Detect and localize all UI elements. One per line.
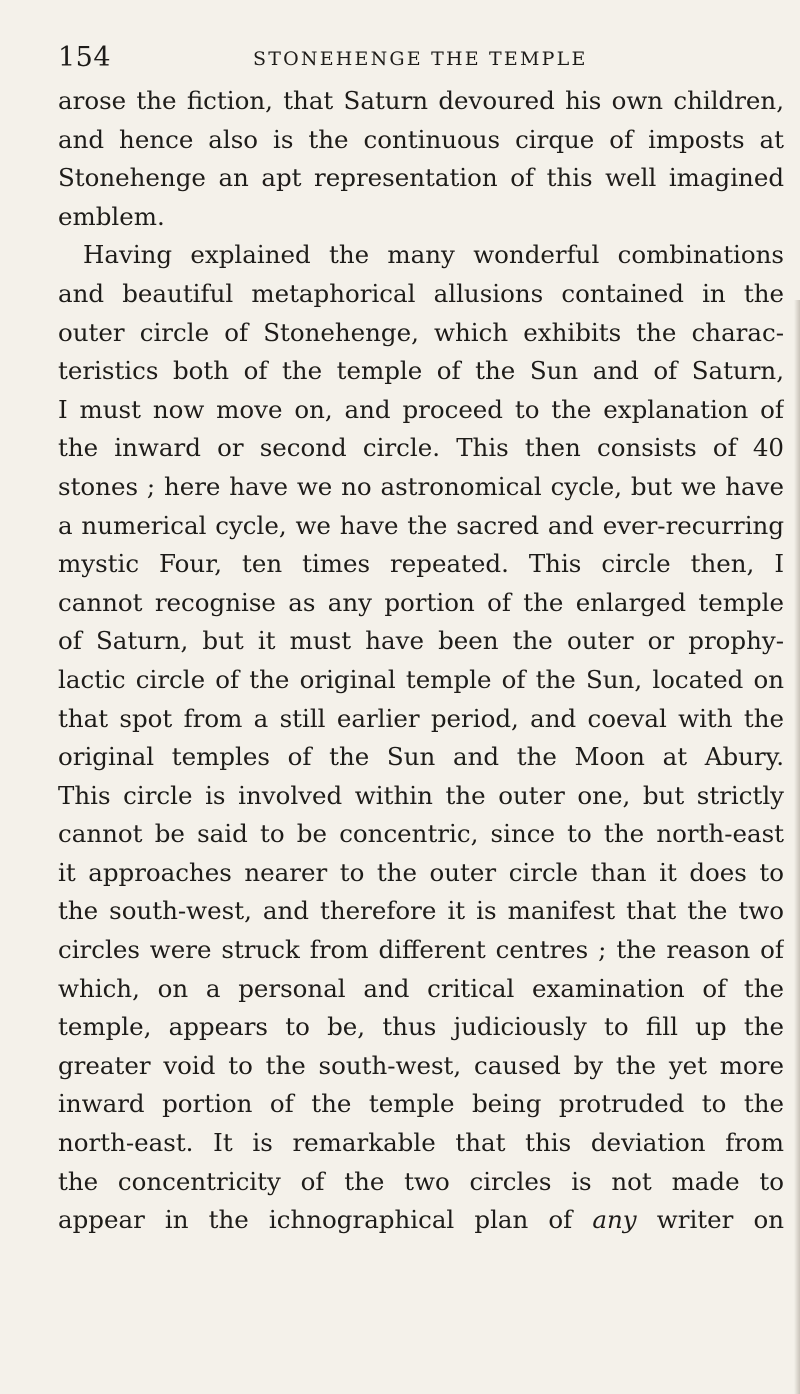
page-header <box>58 42 758 82</box>
text-line: I must now move on, and proceed to the explanation of <box>58 394 784 424</box>
text-line: of Saturn, but it must have been the outer or prophy- <box>58 626 784 656</box>
text-line: the concentricity of the two circles is not made to <box>58 1166 784 1196</box>
text-line: Having explained the many wonderful combinations <box>83 240 784 270</box>
text-line: outer circle of Stonehenge, which exhibits the charac- <box>58 317 784 347</box>
text-run: appear in the ichnographical plan of <box>58 1205 593 1235</box>
text-line: inward portion of the temple being protruded to the <box>58 1089 784 1119</box>
text-line: stones ; here have we no astronomical cycle, but we have <box>58 471 784 501</box>
text-line: which, on a personal and critical examination of the <box>58 973 784 1003</box>
text-line: cannot recognise as any portion of the enlarged temple <box>58 587 784 617</box>
text-line: the inward or second circle. This then consists of 40 <box>58 433 784 463</box>
text-line: greater void to the south-west, caused by the yet more <box>58 1050 784 1080</box>
italic-word: any <box>592 1205 637 1235</box>
text-line: emblem. <box>58 201 165 231</box>
text-line: cannot be said to be concentric, since to the north-east <box>58 819 784 849</box>
text-run: writer on <box>636 1205 784 1235</box>
page-number: 154 <box>58 42 112 73</box>
text-line: original temples of the Sun and the Moon at Abury. <box>58 742 784 772</box>
text-line: and hence also is the continuous cirque of imposts at <box>58 124 784 154</box>
text-line: Stonehenge an apt representation of this well imagined <box>58 163 784 193</box>
text-line: it approaches nearer to the outer circle than it does to <box>58 857 784 887</box>
text-line: temple, appears to be, thus judiciously to fill up the <box>58 1012 784 1042</box>
text-line-last <box>58 1201 784 1240</box>
text-line: lactic circle of the original temple of the Sun, located on <box>58 664 784 694</box>
body-text <box>58 82 784 1240</box>
text-line: the south-west, and therefore it is manifest that the two <box>58 896 784 926</box>
text-line: and beautiful metaphorical allusions contained in the <box>58 278 784 308</box>
text-line: circles were struck from different centres ; the reason of <box>58 935 784 965</box>
text-line: arose the fiction, that Saturn devoured his own children, <box>58 86 784 115</box>
text-line: north-east. It is remarkable that this deviation from <box>58 1128 784 1158</box>
text-line: a numerical cycle, we have the sacred and ever-recurring <box>58 510 784 540</box>
text-line: This circle is involved within the outer one, but strictly <box>58 780 784 810</box>
text-line: teristics both of the temple of the Sun and of Saturn, <box>58 356 784 386</box>
running-head: STONEHENGE THE TEMPLE <box>253 48 588 70</box>
page-edge-shadow <box>794 300 800 1394</box>
text-line: mystic Four, ten times repeated. This circle then, I <box>58 549 784 579</box>
text-line: that spot from a still earlier period, and coeval with the <box>58 703 784 733</box>
